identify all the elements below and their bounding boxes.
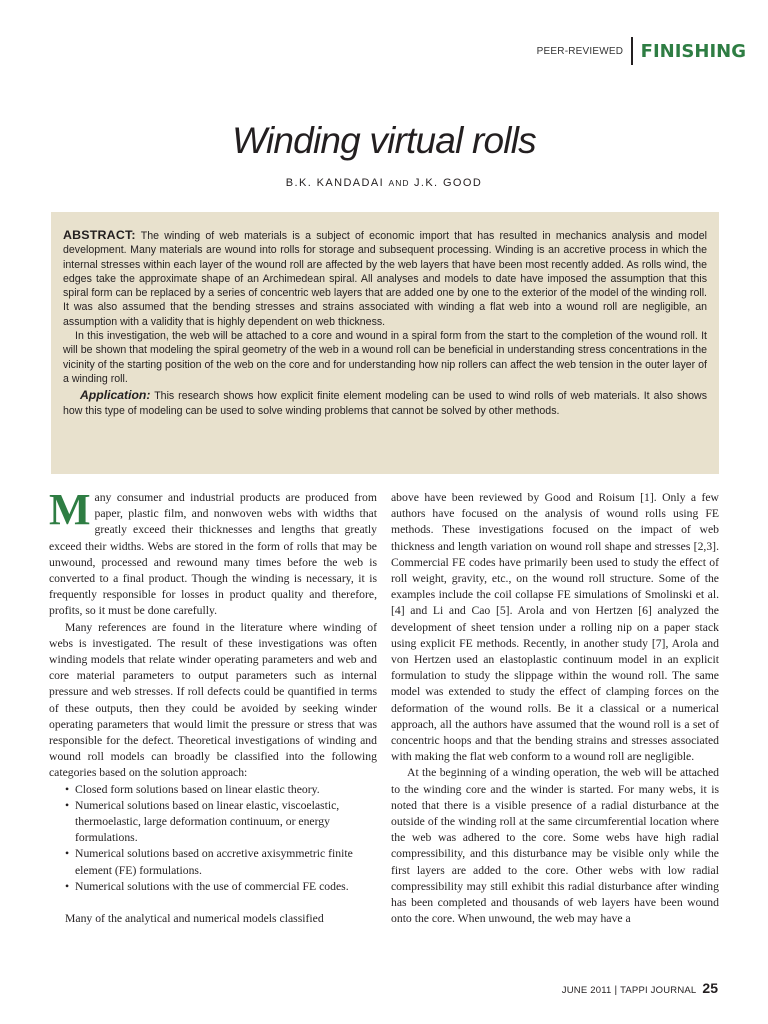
list-item: • Numerical solutions based on linear elastic, viscoelastic, thermoelastic, large deformation continuum, or energy formulations. [75, 798, 377, 847]
abstract-box [51, 212, 719, 474]
footer-separator: | [614, 985, 618, 996]
abstract-paragraph-2: In this investigation, the web will be attached to a core and wound in a spiral form from the start to the completion of the wound roll. It will be shown that modeling the spiral geometry of the web in a wound roll can be beneficial in understanding stress concentrations in the vicinity of the starting position of the web on the core and for understanding how nip rollers can affect the web tension in the outer layer of a winding roll. [63, 330, 707, 385]
intro-text: any consumer and industrial products are produced from paper, plastic film, and nonwoven webs with widths that greatly exceed their thicknesses and lengths that greatly exceed their widths. Webs are stored in the form of rolls that may be unwound, processed and rewound many times before the web is converted to a final product. Though the winding is necessary, it is frequently responsible for losses in product quality and therefore, profits, so it must be done carefully. [49, 491, 377, 618]
section-label: FINISHING [640, 40, 746, 62]
application-label: Application: [80, 388, 151, 403]
author-2: J.K. GOOD [413, 177, 483, 189]
intro-paragraph [49, 485, 377, 620]
abstract-paragraph-1 [63, 228, 707, 329]
journal-name: TAPPI JOURNAL [620, 985, 697, 996]
body-column-right [391, 490, 719, 927]
list-item: • Closed form solutions based on linear elastic theory. [75, 782, 377, 798]
running-header [537, 36, 746, 66]
paragraph-spacer [49, 895, 377, 911]
body-paragraph-5: At the beginning of a winding operation, the web will be attached to the winding core and the winder is started. For many webs, it is noted that there is a visible presence of a radial disturbance at the outside of the winding roll at the same circumferential location where the web was adhered to the core. Some webs have high radial compressibility, and this disturbance may be visible only while the first layers are added to the core. Other webs with low radial compressibility may still exhibit this radial disturbance after winding has been completed and thousands of web layers have been wound onto the core. When unwound, the web may have a [391, 766, 719, 926]
article-title: Winding virtual rolls [232, 120, 536, 161]
body-column-left [49, 485, 377, 927]
author-1: B.K. KANDADAI [285, 177, 385, 189]
list-item: • Numerical solutions based on accretive axisymmetric finite element (FE) formulations. [75, 846, 377, 878]
abstract-label: ABSTRACT: [63, 228, 136, 242]
solution-approach-list [49, 782, 377, 895]
header-divider [631, 37, 633, 65]
page-number: 25 [702, 980, 718, 996]
body-paragraph-2: Many references are found in the literature where winding of webs is investigated. The result of these investigations was often winding models that relate winder operating parameters and web and core material parameters to output parameters such as internal pressure and web stresses. If roll defects could be quantified in terms of these outputs, then they could be avoided by seeking winder operating parameters that would limit the pressure or stress that was responsible for the defect. Theoretical investigations of winding and wound roll models can broadly be classified into the following categories based on the solution approach: [49, 620, 377, 780]
list-item: • Numerical solutions with the use of commercial FE codes. [75, 879, 377, 895]
body-paragraph-3: Many of the analytical and numerical models classified [65, 912, 324, 926]
issue-date: JUNE 2011 [561, 985, 612, 996]
application-paragraph [63, 388, 707, 418]
application-text: This research shows how explicit finite element modeling can be used to wind rolls of web materials. It also shows how this type of modeling can be used to solve winding problems that cannot be solved by other methods. [63, 390, 707, 417]
author-conjunction: AND [388, 178, 410, 188]
author-line [0, 177, 768, 189]
body-paragraph-4: above have been reviewed by Good and Roisum [1]. Only a few authors have focused on the analysis of wound rolls using FE methods. These investigations focused on the impact of web thickness and length variation on wound roll shape and stresses [2,3]. Commercial FE codes have primarily been used to study the effect of roll weight, gravity, etc., on the wound roll structure. Some of the examples include the coil collapse FE simulations of Smolinski et al. [4] and Li and Cao [5]. Arola and von Hertzen [6] analyzed the development of sheet tension under a rolling nip on a paper stack using explicit FE methods. Recently, in another study [7], Arola and von Hertzen used an elastoplastic continuum model in an explicit formulation to study the slippage within the wound roll. The same model was extended to study the effect of clamping forces on the deformation of the wound rolls. Be it a classical or a numerical approach, all the authors have assumed that the wound roll is a set of concentric hoops and that the bending strains and stresses associated with making the flat web conform to a wound roll are negligible. [391, 491, 719, 764]
peer-reviewed-label: PEER-REVIEWED [536, 45, 624, 57]
page-footer [562, 980, 718, 996]
drop-cap: M [49, 485, 91, 534]
abstract-text-1: The winding of web materials is a subject of economic import that has resulted in mechanics analysis and model development. Many materials are wound into rolls for storage and subsequent processing. Winding is an accretive process in which the internal stresses within each layer of the wound roll are affected by the web layers that have been most recently added. As rolls wind, the edges take the approximate shape of an Archimedean spiral. All analyses and models to date have imposed the assumption that this spiral form can be replaced by a series of concentric web layers that are added one by one to the exterior of the model of the winding roll. It was also assumed that the bending stresses and strains associated with winding a flat web into a wound roll are negligible, an assumption with a validity that is highly dependent on web thickness. [63, 230, 707, 328]
